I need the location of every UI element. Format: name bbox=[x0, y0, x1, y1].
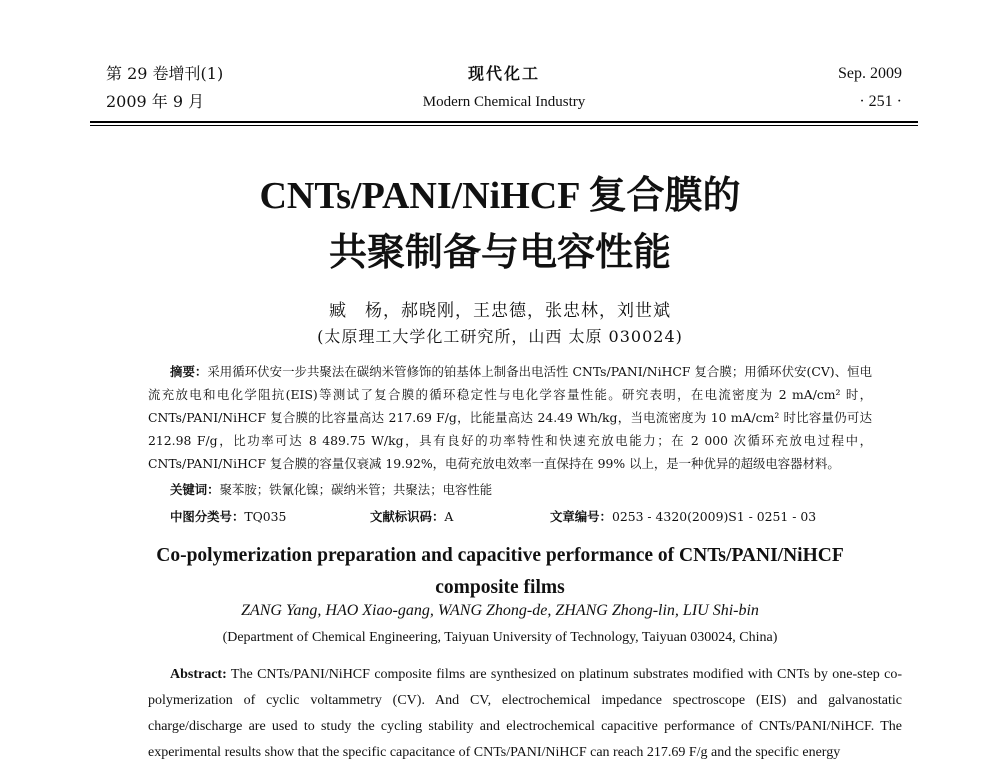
journal-name-en: Modern Chemical Industry bbox=[422, 94, 586, 110]
volume-issue: 第 29 卷增刊(1) bbox=[106, 64, 224, 83]
running-header bbox=[106, 60, 902, 120]
journal-name-cn: 现代化工 bbox=[467, 64, 540, 83]
abstract-cn-text: 采用循环伏安一步共聚法在碳纳米管修饰的铂基体上制备出电活性 CNTs/PANI/NiHCF 复合膜；用循环伏安(CV)、恒电流充放电和电化学阻抗(EIS)等测试了复合膜的循环稳定性与电化学容量性能。研究表明，在电流密度为 2 mA/cm² 时，CNTs/PANI/NiHCF 复合膜的比容量高达 217.69 F/g，比能量高达 24.49 Wh/kg，当电流密度为 10 mA/cm² 时比容量仍可达 212.98 F/g，比功率可达 8 489.75 W/kg，具有良好的功率特性和快速充放电能力；在 2 000 次循环充放电过程中，CNTs/PANI/NiHCF 复合膜的容量仅衰减 19.92%，电荷充放电效率一直保持在 99% 以上，是一种优异的超级电容器材料。 bbox=[148, 364, 872, 471]
abstract-en-text: The CNTs/PANI/NiHCF composite films are synthesized on platinum substrates modified with CNTs by one-step co-polymerization of cyclic voltammetry (CV). And CV, electrochemical impedance spectroscope (EIS) and galvanostatic charge/discharge are used to study the cycling stability and electrochemical capacitive performance of CNTs/PANI/NiHCF. The experimental results show that the specific capacitance of CNTs/PANI/NiHCF can reach 217.69 F/g and the specific energy bbox=[148, 667, 902, 760]
title-line-2: 共聚制备与电容性能 bbox=[328, 229, 671, 274]
title-en-line-2: composite films bbox=[435, 577, 565, 598]
title-line-1: CNTs/PANI/NiHCF 复合膜的 bbox=[259, 175, 741, 217]
date-en: Sep. 2009 bbox=[838, 65, 902, 82]
keywords-label: 关键词： bbox=[170, 482, 220, 497]
authors-en: ZANG Yang, HAO Xiao-gang, WANG Zhong-de, ZHANG Zhong-lin, LIU Shi-bin bbox=[241, 602, 759, 619]
article-label: 文章编号： bbox=[550, 509, 612, 524]
header-rule-thin bbox=[90, 125, 918, 126]
article-value: 0253 - 4320(2009)S1 - 0251 - 03 bbox=[611, 509, 817, 524]
keywords-cn bbox=[170, 480, 492, 498]
paper-title-en bbox=[0, 540, 1000, 604]
abstract-cn bbox=[148, 360, 872, 475]
clc-value: TQ035 bbox=[244, 509, 287, 524]
clc-number bbox=[170, 507, 370, 525]
paper-title-cn bbox=[0, 168, 1000, 280]
classification-line bbox=[170, 507, 870, 525]
page-number: · 251 · bbox=[859, 93, 902, 110]
header-center bbox=[106, 60, 902, 116]
doc-code-value: A bbox=[444, 509, 454, 524]
authors-cn: 臧 杨，郝晓刚，王忠德，张忠林，刘世斌 bbox=[329, 301, 671, 321]
header-rule-thick bbox=[90, 121, 918, 123]
doc-code-label: 文献标识码： bbox=[370, 509, 445, 524]
document-code bbox=[370, 507, 550, 525]
keywords-text: 聚苯胺；铁氰化镍；碳纳米管；共聚法；电容性能 bbox=[219, 482, 493, 497]
title-en-line-1: Co-polymerization preparation and capacitive performance of CNTs/PANI/NiHCF bbox=[156, 545, 844, 566]
abstract-cn-label: 摘要： bbox=[170, 364, 208, 379]
date-cn: 2009 年 9 月 bbox=[106, 92, 205, 111]
abstract-en-label: Abstract: bbox=[170, 667, 227, 682]
affiliation-en: (Department of Chemical Engineering, Taiyuan University of Technology, Taiyuan 030024, China) bbox=[222, 630, 778, 645]
clc-label: 中图分类号： bbox=[170, 509, 245, 524]
article-number bbox=[550, 507, 816, 525]
abstract-en bbox=[148, 662, 902, 766]
header-right bbox=[838, 60, 902, 116]
affiliation-cn: (太原理工大学化工研究所，山西 太原 030024) bbox=[317, 327, 683, 346]
